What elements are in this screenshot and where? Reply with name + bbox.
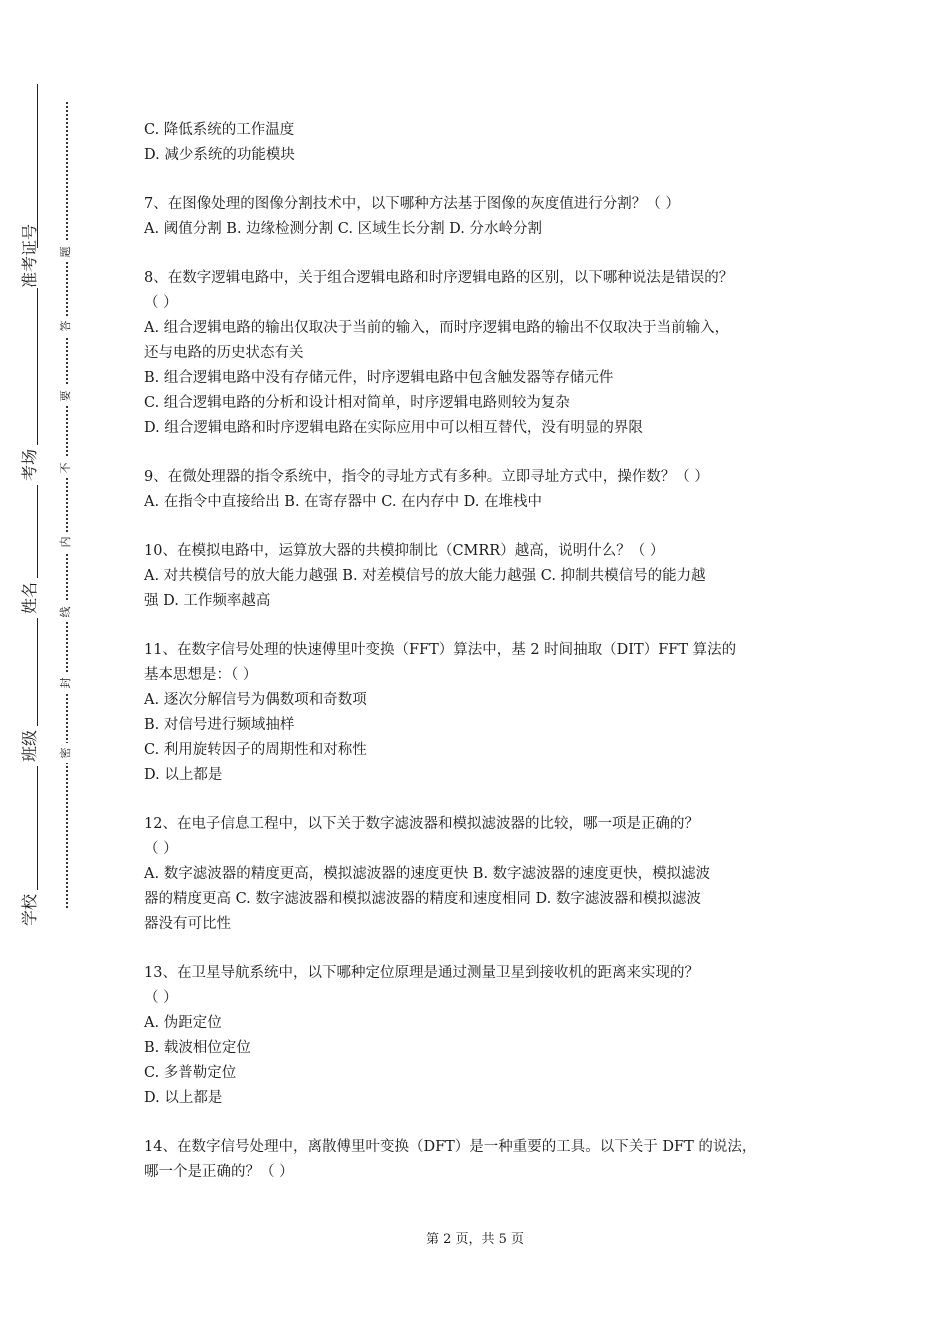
school-label: 学校 (20, 890, 40, 930)
question-stem: 7、在图像处理的图像分割技术中，以下哪种方法基于图像的灰度值进行分割？（ ） (144, 196, 680, 212)
seal-char: 封 (58, 673, 74, 693)
question-stem: 12、在电子信息工程中，以下关于数字滤波器和模拟滤波器的比较，哪一项是正确的？ (144, 816, 699, 832)
answer-bracket: （ ） (144, 841, 178, 857)
option-line: B. 对信号进行频域抽样 (144, 717, 295, 733)
page-footer: 第 2 页，共 5 页 (425, 1232, 525, 1247)
option-line: C. 组合逻辑电路的分析和设计相对简单，时序逻辑电路则较为复杂 (144, 395, 570, 411)
seal-char: 密 (58, 743, 74, 763)
option-line: B. 组合逻辑电路中没有存储元件，时序逻辑电路中包含触发器等存储元件 (144, 370, 614, 386)
seal-char: 要 (58, 386, 74, 406)
seal-dotted-line (66, 102, 68, 908)
question-13 (144, 961, 824, 1111)
option-line: A. 伪距定位 (144, 1015, 222, 1031)
option-line: C. 利用旋转因子的周期性和对称性 (144, 742, 367, 758)
option-line: 还与电路的历史状态有关 (144, 345, 304, 361)
seal-char: 内 (58, 532, 74, 552)
question-stem: 8、在数字逻辑电路中，关于组合逻辑电路和时序逻辑电路的区别，以下哪种说法是错误的？ (144, 270, 734, 286)
option-line: D. 减少系统的功能模块 (144, 147, 295, 163)
binding-margin (0, 0, 90, 1344)
answer-bracket: （ ） (144, 295, 178, 311)
class-label: 班级 (20, 726, 40, 766)
question-14 (144, 1135, 824, 1185)
option-line: A. 阈值分割 B. 边缘检测分割 C. 区域生长分割 D. 分水岭分割 (144, 221, 543, 237)
question-7 (144, 192, 824, 242)
option-line: C. 多普勒定位 (144, 1065, 237, 1081)
exam-number-label: 准考证号 (20, 223, 39, 288)
question-stem: 14、在数字信号处理中，离散傅里叶变换（DFT）是一种重要的工具。以下关于 DFT 的说法， (144, 1139, 757, 1155)
question-stem: 哪一个是正确的？（ ） (144, 1164, 294, 1180)
exam-room-label: 考场 (20, 445, 40, 485)
question-stem: 11、在数字信号处理的快速傅里叶变换（FFT）算法中，基 2 时间抽取（DIT）FFT 算法的 (144, 642, 737, 658)
question-stem: 13、在卫星导航系统中，以下哪种定位原理是通过测量卫星到接收机的距离来实现的？ (144, 965, 699, 981)
option-line: 器没有可比性 (144, 916, 231, 932)
seal-char: 不 (58, 458, 74, 478)
option-line: 器的精度更高 C. 数字滤波器和模拟滤波器的精度和速度相同 D. 数字滤波器和模拟滤波 (144, 891, 701, 907)
option-line: D. 组合逻辑电路和时序逻辑电路在实际应用中可以相互替代，没有明显的界限 (144, 420, 643, 436)
question-10 (144, 539, 824, 614)
question-list (144, 118, 824, 1209)
binding-solid-line (37, 84, 38, 914)
option-line: B. 载波相位定位 (144, 1040, 251, 1056)
answer-bracket: （ ） (144, 990, 178, 1006)
question-11 (144, 638, 824, 788)
option-line: A. 对共模信号的放大能力越强 B. 对差模信号的放大能力越强 C. 抑制共模信号的能力越 (144, 568, 706, 584)
seal-char: 线 (58, 602, 74, 622)
question-12 (144, 812, 824, 937)
seal-char: 题 (58, 242, 74, 262)
question-stem: 9、在微处理器的指令系统中，指令的寻址方式有多种。立即寻址方式中，操作数？（ ） (144, 469, 709, 485)
option-line: A. 数字滤波器的精度更高，模拟滤波器的速度更快 B. 数字滤波器的速度更快，模拟滤波 (144, 866, 711, 882)
student-name-label: 姓名 (20, 578, 40, 618)
question-stem: 基本思想是：（ ） (144, 667, 258, 683)
question-6-options (144, 118, 824, 168)
seal-char: 答 (58, 316, 74, 336)
option-line: A. 逐次分解信号为偶数项和奇数项 (144, 692, 367, 708)
option-line: C. 降低系统的工作温度 (144, 122, 295, 138)
option-line: D. 以上都是 (144, 1090, 223, 1106)
option-line: D. 以上都是 (144, 767, 223, 783)
option-line: A. 在指令中直接给出 B. 在寄存器中 C. 在内存中 D. 在堆栈中 (144, 494, 543, 510)
option-line: A. 组合逻辑电路的输出仅取决于当前的输入，而时序逻辑电路的输出不仅取决于当前输入， (144, 320, 730, 336)
question-9 (144, 465, 824, 515)
option-line: 强 D. 工作频率越高 (144, 593, 271, 609)
question-8 (144, 266, 824, 441)
question-stem: 10、在模拟电路中，运算放大器的共模抑制比（CMRR）越高，说明什么？（ ） (144, 543, 665, 559)
